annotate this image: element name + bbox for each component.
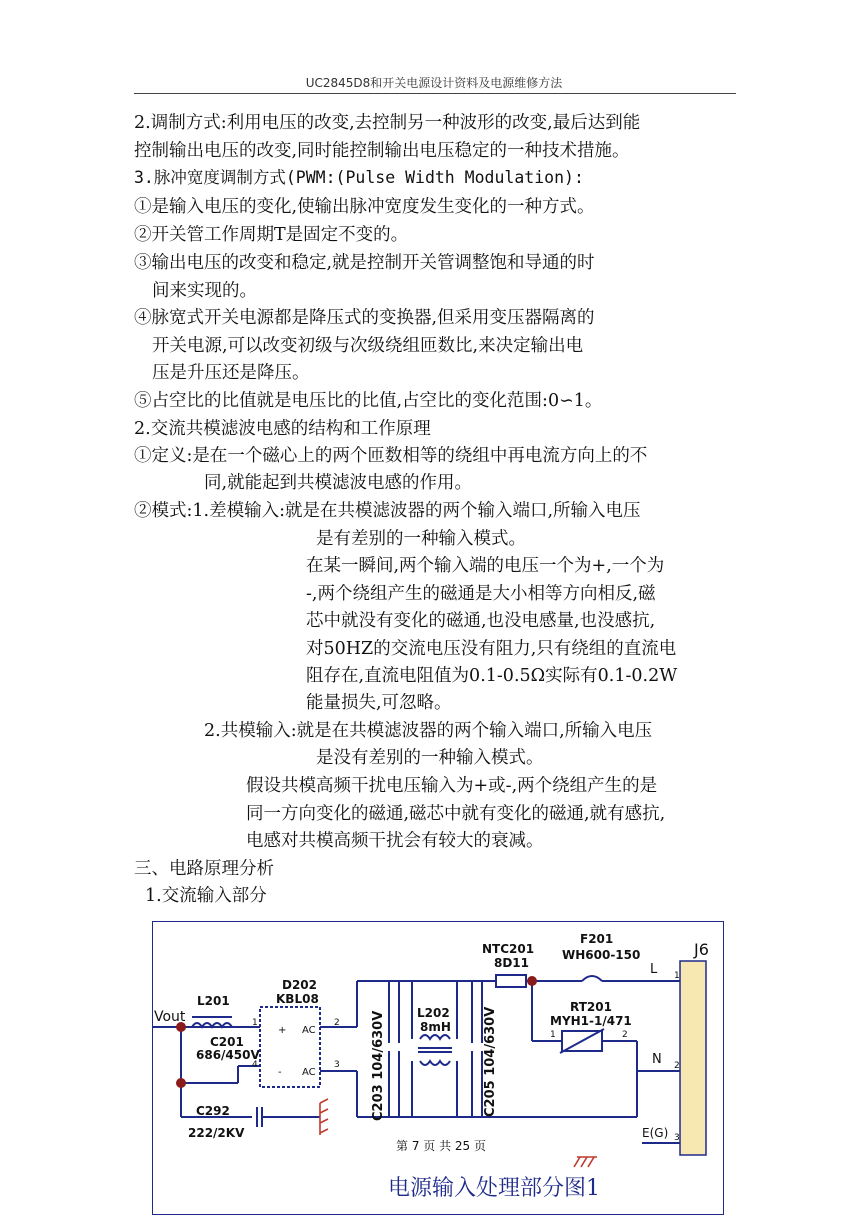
text-line: ⑤占空比的比值就是电压比的比值,占空比的变化范围:0∽1。 xyxy=(134,391,603,411)
text-line: ②开关管工作周期T是固定不变的。 xyxy=(134,225,409,245)
d202-label: D202 xyxy=(282,978,318,992)
page-header: UC2845D8和开关电源设计资料及电源维修方法 xyxy=(305,76,563,90)
text-line: ③输出电压的改变和稳定,就是控制开关管调整饱和导通的时 xyxy=(134,253,595,273)
text-line: ①是输入电压的变化,使输出脉冲宽度发生变化的一种方式。 xyxy=(134,197,595,217)
j6-label: J6 xyxy=(694,940,709,959)
ntc201-value: 8D11 xyxy=(494,956,530,970)
text-line: 2.交流共模滤波电感的结构和工作原理 xyxy=(134,419,431,439)
d202-part: KBL08 xyxy=(276,992,319,1006)
page-number: 第 7 页 共 25 页 xyxy=(396,1139,486,1153)
text-line: ④脉宽式开关电源都是降压式的变换器,但采用变压器隔离的 xyxy=(134,308,595,328)
d202-plus: + xyxy=(278,1025,287,1036)
j6-connector xyxy=(680,961,706,1155)
d202-ac-bottom: AC xyxy=(302,1067,316,1078)
rt201-pin2: 2 xyxy=(622,1030,628,1040)
pin4-label: 4 xyxy=(252,1060,258,1070)
text-line: 假设共模高频干扰电压输入为+或-,两个绕组产生的是 xyxy=(246,776,658,796)
l202-label: L202 xyxy=(417,1006,450,1020)
d202-ac-top: AC xyxy=(302,1025,316,1036)
text-line: 是没有差别的一种输入模式。 xyxy=(316,748,544,768)
text-line: ①定义:是在一个磁心上的两个匝数相等的绕组中再电流方向上的不 xyxy=(134,446,648,466)
n-pin-label: N xyxy=(652,1052,662,1067)
d202-minus: - xyxy=(278,1067,282,1078)
text-line: 间来实现的。 xyxy=(152,281,257,301)
text-line: 2.共模输入:就是在共模滤波器的两个输入端口,所输入电压 xyxy=(204,721,653,741)
text-line: 同一方向变化的磁通,磁芯中就有变化的磁通,就有感抗, xyxy=(246,804,666,824)
j6-pin3: 3 xyxy=(674,1133,680,1143)
text-line: 2.调制方式:利用电压的改变,去控制另一种波形的改变,最后达到能 xyxy=(134,113,641,133)
text-line: -,两个绕组产生的磁通是大小相等方向相反,磁 xyxy=(306,584,656,604)
c205-label: C205 104/630V xyxy=(483,1006,498,1117)
text-line: 能量损失,可忽略。 xyxy=(306,693,452,713)
ntc201-label: NTC201 xyxy=(482,942,535,956)
pin3-label: 3 xyxy=(334,1060,340,1070)
rt201-label: RT201 xyxy=(570,1000,612,1014)
c201-label: C201 xyxy=(210,1035,244,1049)
rt201-pin1: 1 xyxy=(550,1030,556,1040)
j6-pin2: 2 xyxy=(674,1061,680,1071)
text-line: 芯中就没有变化的磁通,也没电感量,也没感抗, xyxy=(306,611,656,631)
schematic-diagram xyxy=(152,921,724,1215)
l201-label: L201 xyxy=(197,994,230,1008)
c201-value: 686/450V xyxy=(196,1048,260,1062)
j6-pin1: 1 xyxy=(674,971,680,981)
subsection-heading: 1.交流输入部分 xyxy=(145,886,267,906)
text-line: ②模式:1.差模输入:就是在共模滤波器的两个输入端口,所输入电压 xyxy=(134,501,641,521)
text-line: 控制输出电压的改变,同时能控制输出电压稳定的一种技术措施。 xyxy=(134,141,630,161)
section-heading: 三、电路原理分析 xyxy=(134,859,274,879)
figure-caption: 电源输入处理部分图1 xyxy=(388,1176,600,1201)
text-line: 压是升压还是降压。 xyxy=(152,363,310,383)
text-line: 阻存在,直流电阻值为0.1-0.5Ω实际有0.1-0.2W xyxy=(306,666,678,686)
l-pin-label: L xyxy=(650,962,658,977)
header-divider xyxy=(134,93,736,94)
c292-value: 222/2KV xyxy=(188,1126,245,1140)
pin1-label: 1 xyxy=(252,1018,258,1028)
f201-value: WH600-150 xyxy=(562,948,641,962)
e-pin-label: E(G) xyxy=(642,1126,669,1140)
text-line: 在某一瞬间,两个输入端的电压一个为+,一个为 xyxy=(306,556,665,576)
text-line: 同,就能起到共模滤波电感的作用。 xyxy=(204,473,473,493)
text-line: 是有差别的一种输入模式。 xyxy=(316,529,526,549)
pin2-label: 2 xyxy=(334,1018,340,1028)
text-line: 开关电源,可以改变初级与次级绕组匝数比,来决定输出电 xyxy=(152,336,584,356)
l202-value: 8mH xyxy=(420,1020,451,1034)
vout-label: Vout xyxy=(154,1009,186,1025)
rt201-value: MYH1-1/471 xyxy=(550,1014,632,1028)
text-line: 电感对共模高频干扰会有较大的衰减。 xyxy=(246,831,544,851)
text-line: 3.脉冲宽度调制方式(PWM:(Pulse Width Modulation): xyxy=(134,168,584,187)
text-line: 对50HZ的交流电压没有阻力,只有绕组的直流电 xyxy=(306,639,677,659)
c203-label: C203 104/630V xyxy=(371,1010,386,1121)
f201-label: F201 xyxy=(580,932,614,946)
c292-label: C292 xyxy=(196,1104,230,1118)
